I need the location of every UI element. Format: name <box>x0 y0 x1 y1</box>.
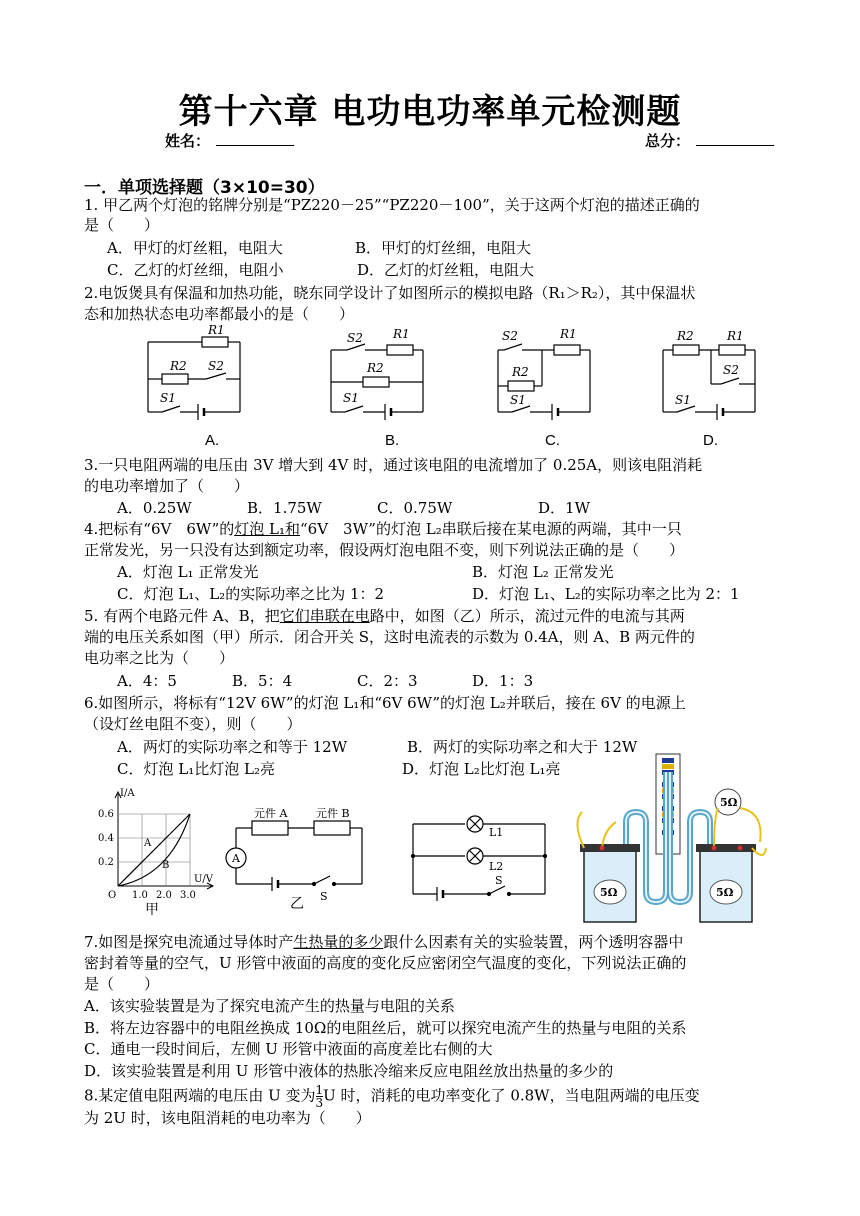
score-blank <box>696 131 774 146</box>
q5-stem-line3: 电功率之比为（ ） <box>84 649 235 667</box>
q4-stem-line1 <box>84 519 682 539</box>
one-third-fraction <box>316 1084 324 1109</box>
q2-stem-line1: 2.电饭煲具有保温和加热功能，晓东同学设计了如图所示的模拟电路（R₁＞R₂），其中保温状 <box>84 284 696 302</box>
q6-stem-line2: （设灯丝电阻不变），则（ ） <box>84 715 302 733</box>
q1-option-d: D．乙灯的灯丝粗，电阻大 <box>357 261 535 279</box>
q1-option-b: B．甲灯的灯丝细，电阻大 <box>355 239 532 257</box>
circuit-b-s1-label: S1 <box>343 391 359 405</box>
switch-label: S <box>320 890 328 903</box>
q7-option-b: B．将左边容器中的电阻丝换成 10Ω的电阻丝后，就可以探究电流产生的热量与电阻的关系 <box>84 1019 687 1037</box>
q6-option-d: D．灯泡 L₂比灯泡 L₁亮 <box>402 760 561 778</box>
q7-stem-underlined: 生热量的多少 <box>293 933 384 951</box>
circuit-d-s2-label: S2 <box>723 363 739 377</box>
graph-x-label: U/V <box>194 874 214 885</box>
circuit-a-s2-label: S2 <box>208 359 224 373</box>
graph-caption-jia: 甲 <box>145 902 159 918</box>
q1-option-c: C．乙灯的灯丝细，电阻小 <box>107 261 284 279</box>
q3-option-c: C．0.75W <box>377 499 453 517</box>
q5-stem-part2: 路中，如图（乙）所示，流过元件的电流与其两 <box>369 607 685 625</box>
circuit-a-r2-label: R2 <box>170 359 187 373</box>
lamp-l1-label: L1 <box>489 826 504 839</box>
q7-option-c: C．通电一段时间后，左侧 U 形管中液面的高度差比右侧的大 <box>84 1040 493 1058</box>
q2-stem-line2: 态和加热状态电功率都最小的是（ ） <box>84 305 355 323</box>
graph-x-tick: 2.0 <box>156 890 172 901</box>
q6-stem-line1: 6.如图所示，将标有“12V 6W”的灯泡 L₁和“6V 6W”的灯泡 L₂并联后，接在 6V 的电源上 <box>84 694 686 712</box>
q8-stem-line1 <box>84 1084 700 1109</box>
q4-stem-line2: 正常发光，另一只没有达到额定功率，假设两灯泡电阻不变，则下列说法正确的是（ ） <box>84 541 685 559</box>
q4-option-d: D．灯泡 L₁、L₂的实际功率之比为 2：1 <box>472 585 740 603</box>
circuit-d-r2-label: R2 <box>677 329 694 343</box>
q4-option-c: C．灯泡 L₁、L₂的实际功率之比为 1：2 <box>117 585 385 603</box>
q7-stem-part1: 7.如图是探究电流通过导体时产 <box>84 933 294 951</box>
q6-option-b: B．两灯的实际功率之和大于 12W <box>407 738 638 756</box>
graph-x-tick: 3.0 <box>180 890 196 901</box>
circuit-a-caption: A. <box>205 432 220 449</box>
graph-curve-a-label: A <box>144 838 152 849</box>
q1-stem-line1: 1. 甲乙两个灯泡的铭牌分别是“PZ220－25”“PZ220－100”，关于这两个灯泡的描述正确的 <box>84 196 700 214</box>
score-label: 总分： <box>645 132 691 150</box>
score-field <box>645 130 774 151</box>
circuit-c-r1-label: R1 <box>560 327 577 341</box>
element-b-label: 元件 B <box>316 807 350 820</box>
circuit-c-r2-label: R2 <box>512 365 529 379</box>
circuit-d-caption: D. <box>703 432 718 449</box>
circuit-c-caption: C. <box>545 432 560 449</box>
q8-stem-part1: 8.某定值电阻两端的电压由 U 变为 <box>84 1086 316 1105</box>
graph-y-tick: 0.4 <box>98 833 114 844</box>
q5-option-d: D．1：3 <box>472 672 534 690</box>
q7-option-d: D．该实验装置是利用 U 形管中液体的热胀冷缩来反应电阻丝放出热量的多少的 <box>84 1062 614 1080</box>
circuit-a-diagram <box>140 322 250 424</box>
left-resistor-label: 5Ω <box>600 886 618 899</box>
q5-stem-line1 <box>84 606 685 626</box>
section-heading: 一．单项选择题（3×10=30） <box>84 178 325 198</box>
q8-stem-part2: U 时，消耗的电功率变化了 0.8W，当电阻两端的电压变 <box>323 1086 700 1105</box>
circuit-d-diagram <box>655 322 765 424</box>
q1-option-a: A．甲灯的灯丝粗，电阻大 <box>107 239 283 257</box>
q6-option-c: C．灯泡 L₁比灯泡 L₂亮 <box>117 760 275 778</box>
q4-stem-part1: 4.把标有“6V 6W”的 <box>84 520 235 538</box>
circuit-b-s2-label: S2 <box>347 331 363 345</box>
fraction-denominator: 3 <box>315 1096 324 1110</box>
circuit-a-s1-label: S1 <box>160 391 176 405</box>
graph-x-tick: 1.0 <box>132 890 148 901</box>
q5-option-c: C．2：3 <box>357 672 418 690</box>
q3-option-b: B．1.75W <box>247 499 322 517</box>
q7-stem-line1 <box>84 932 683 952</box>
circuit-b-diagram <box>323 322 433 424</box>
element-a-label: 元件 A <box>254 807 288 820</box>
circuit-c-s2-label: S2 <box>502 329 518 343</box>
series-circuit-figure <box>222 800 372 912</box>
circuit-c-s1-label: S1 <box>510 393 526 407</box>
circuit-d-r1-label: R1 <box>727 329 744 343</box>
q5-option-a: A．4：5 <box>117 672 177 690</box>
circuit-c-diagram <box>490 322 600 424</box>
graph-curve-b-label: B <box>162 860 170 871</box>
q5-stem-part1: 5. 有两个电路元件 A、B，把 <box>84 607 280 625</box>
graph-y-label: I/A <box>120 788 135 799</box>
parallel-lamps-figure <box>405 812 555 908</box>
q6-option-a: A．两灯的实际功率之和等于 12W <box>117 738 348 756</box>
circuit-b-r2-label: R2 <box>367 361 384 375</box>
parallel-switch-label: S <box>495 874 503 887</box>
q4-stem-part2: “6V 3W”的灯泡 L₂串联后接在某电源的两端，其中一只 <box>300 520 682 538</box>
q1-stem-line2: 是（ ） <box>84 216 160 234</box>
q7-option-a: A．该实验装置是为了探究电流产生的热量与电阻的关系 <box>84 997 455 1015</box>
q5-stem-underlined: 它们串联在电 <box>279 607 370 625</box>
q7-stem-part2: 跟什么因素有关的实验装置，两个透明容器中 <box>383 933 684 951</box>
q4-option-a: A．灯泡 L₁ 正常发光 <box>117 563 259 581</box>
q3-stem-line2: 的电功率增加了（ ） <box>84 477 250 495</box>
iu-graph-figure <box>90 786 220 918</box>
fraction-numerator: 1 <box>315 1083 324 1097</box>
page-title: 第十六章 电功电功率单元检测题 <box>178 92 682 132</box>
graph-x-tick: O <box>108 890 117 901</box>
graph-y-tick: 0.2 <box>98 857 114 868</box>
q3-option-a: A．0.25W <box>117 499 192 517</box>
q8-stem-line2: 为 2U 时，该电阻消耗的电功率为（ ） <box>84 1109 371 1127</box>
ammeter-label: A <box>232 852 240 865</box>
graph-y-tick: 0.6 <box>98 809 114 820</box>
circuit-d-s1-label: S1 <box>675 393 691 407</box>
name-field <box>165 130 294 151</box>
heat-experiment-figure <box>568 752 768 930</box>
q5-option-b: B．5：4 <box>232 672 293 690</box>
q5-stem-line2: 端的电压关系如图（甲）所示．闭合开关 S，这时电流表的示数为 0.4A，则 A、B 两元件的 <box>84 628 695 646</box>
lamp-l2-label: L2 <box>489 860 504 873</box>
top-resistor-label: 5Ω <box>720 796 738 809</box>
circuit-b-caption: B. <box>385 432 400 449</box>
q4-option-b: B．灯泡 L₂ 正常发光 <box>472 563 614 581</box>
q4-stem-underlined: 灯泡 L₁和 <box>234 520 301 538</box>
circuit-caption-yi: 乙 <box>290 896 304 912</box>
q7-stem-line2: 密封着等量的空气，U 形管中液面的高度的变化反应密闭空气温度的变化，下列说法正确的 <box>84 954 687 972</box>
q7-stem-line3: 是（ ） <box>84 975 160 993</box>
circuit-b-r1-label: R1 <box>393 327 410 341</box>
name-label: 姓名： <box>165 132 211 150</box>
q3-option-d: D．1W <box>538 499 590 517</box>
right-resistor-label: 5Ω <box>716 886 734 899</box>
circuit-a-r1-label: R1 <box>208 323 225 337</box>
name-blank <box>216 131 294 146</box>
q3-stem-line1: 3.一只电阻两端的电压由 3V 增大到 4V 时，通过该电阻的电流增加了 0.25A，则该电阻消耗 <box>84 456 703 474</box>
